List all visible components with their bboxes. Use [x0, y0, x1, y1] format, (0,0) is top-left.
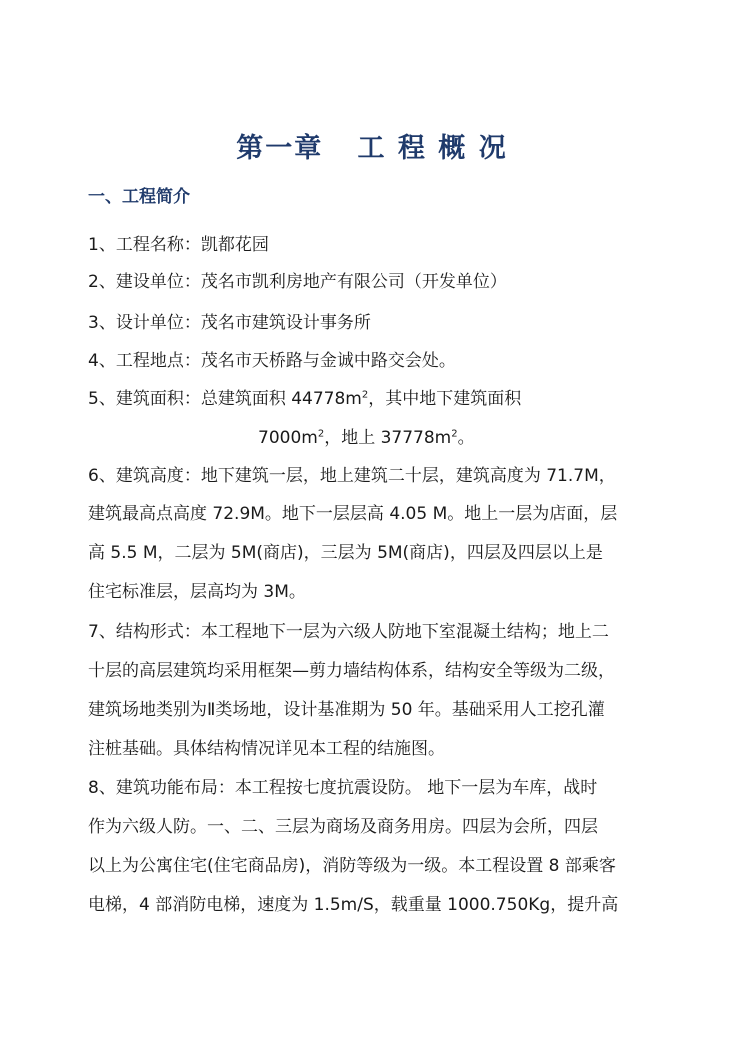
item-layout-line3: 以上为公寓住宅(住宅商品房)，消防等级为一级。本工程设置 8 部乘客	[88, 856, 616, 876]
item-layout-line1: 8、建筑功能布局：本工程按七度抗震设防。 地下一层为车库，战时	[88, 778, 598, 798]
area-underground-label: ，其中地下建筑面积	[368, 389, 522, 409]
item-location: 4、工程地点：茂名市天桥路与金诚中路交会处。	[88, 351, 456, 371]
item-height-line2: 建筑最高点高度 72.9M。地下一层层高 4.05 M。地上一层为店面，层	[88, 504, 618, 524]
area-above-ground: ，地上 37778m	[324, 428, 452, 448]
item-layout-line4: 电梯，4 部消防电梯，速度为 1.5m/S，载重量 1000.750Kg，提升高	[88, 895, 619, 915]
chapter-title: 第一章 工 程 概 况	[236, 133, 508, 164]
area-underground-superscript: 2	[317, 428, 325, 440]
item-designer: 3、设计单位：茂名市建筑设计事务所	[88, 313, 371, 333]
area-above-superscript: 2	[451, 428, 458, 440]
item-structure-line2: 十层的高层建筑均采用框架—剪力墙结构体系，结构安全等级为二级，	[88, 661, 615, 681]
item-structure-line4: 注桩基础。具体结构情况详见本工程的结施图。	[88, 739, 445, 759]
area-total-superscript: 2	[361, 389, 369, 401]
section-heading: 一、工程简介	[88, 187, 190, 207]
item-height-line4: 住宅标准层，层高均为 3M。	[88, 582, 306, 602]
area-underground-value: 7000m	[258, 428, 318, 448]
area-end-punct: 。	[457, 428, 475, 448]
area-total: 5、建筑面积：总建筑面积 44778m	[88, 389, 362, 409]
item-area-line1	[88, 387, 521, 411]
item-area-line2	[258, 426, 475, 450]
item-structure-line1: 7、结构形式：本工程地下一层为六级人防地下室混凝土结构；地上二	[88, 622, 609, 642]
item-developer: 2、建设单位：茂名市凯利房地产有限公司（开发单位）	[88, 272, 507, 292]
item-height-line1: 6、建筑高度：地下建筑一层，地上建筑二十层，建筑高度为 71.7M，	[88, 466, 616, 486]
item-project-name: 1、工程名称：凯都花园	[88, 235, 269, 255]
item-layout-line2: 作为六级人防。一、二、三层为商场及商务用房。四层为会所，四层	[88, 817, 598, 837]
item-structure-line3: 建筑场地类别为Ⅱ类场地，设计基准期为 50 年。基础采用人工挖孔灌	[88, 700, 605, 720]
item-height-line3: 高 5.5 M，二层为 5M(商店)，三层为 5M(商店)，四层及四层以上是	[88, 543, 603, 563]
